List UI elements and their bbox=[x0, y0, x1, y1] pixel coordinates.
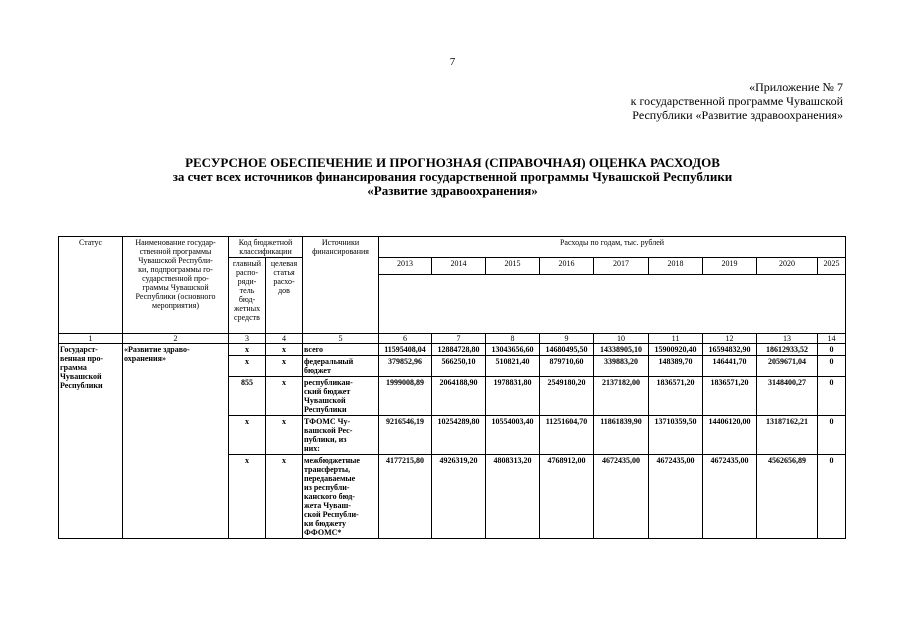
value-cell: 11861839,90 bbox=[594, 416, 649, 455]
program-name-cell: «Развитие здраво- охранения» bbox=[123, 344, 229, 539]
column-number: 7 bbox=[432, 334, 486, 344]
document-title bbox=[0, 156, 905, 198]
page-number: 7 bbox=[449, 56, 456, 68]
column-numbers-row bbox=[59, 334, 846, 344]
value-cell: 0 bbox=[818, 356, 846, 377]
column-number: 3 bbox=[229, 334, 266, 344]
title-line-3: «Развитие здравоохранения» bbox=[367, 183, 538, 198]
source-cell: федеральный бюджет bbox=[303, 356, 379, 377]
value-cell: 11251604,70 bbox=[540, 416, 594, 455]
value-cell: 0 bbox=[818, 416, 846, 455]
header-main-manager: главный распо- ряди- тель бюд- жетных средств bbox=[229, 258, 266, 334]
target-item-cell: х bbox=[266, 377, 303, 416]
value-cell: 15900920,40 bbox=[649, 344, 703, 356]
title-line-1: РЕСУРСНОЕ ОБЕСПЕЧЕНИЕ И ПРОГНОЗНАЯ (СПРАВОЧНАЯ) ОЦЕНКА РАСХОДОВ bbox=[185, 155, 720, 170]
source-cell: всего bbox=[303, 344, 379, 356]
value-cell: 510821,40 bbox=[486, 356, 540, 377]
value-cell: 11595408,04 bbox=[379, 344, 432, 356]
header-status: Статус bbox=[59, 237, 123, 334]
value-cell: 10554003,40 bbox=[486, 416, 540, 455]
source-cell: межбюджетные трансферты, передаваемые из республи- канского бюд- жета Чуваш- ской Республи- ки бюджету ФФОМС* bbox=[303, 455, 379, 539]
value-cell: 4672435,00 bbox=[649, 455, 703, 539]
header-row-1 bbox=[59, 237, 846, 258]
value-cell: 12884728,80 bbox=[432, 344, 486, 356]
header-target-item: целевая статья расхо- дов bbox=[266, 258, 303, 334]
value-cell: 14338905,10 bbox=[594, 344, 649, 356]
value-cell: 4177215,80 bbox=[379, 455, 432, 539]
appendix-line-2: к государственной программе Чувашской bbox=[630, 94, 843, 108]
main-manager-cell: 855 bbox=[229, 377, 266, 416]
header-budget-code: Код бюджетной классификации bbox=[229, 237, 303, 258]
main-manager-cell: х bbox=[229, 416, 266, 455]
value-cell: 14680495,50 bbox=[540, 344, 594, 356]
value-cell: 1978831,80 bbox=[486, 377, 540, 416]
target-item-cell: х bbox=[266, 416, 303, 455]
target-item-cell: х bbox=[266, 455, 303, 539]
value-cell: 379852,96 bbox=[379, 356, 432, 377]
value-cell: 339883,20 bbox=[594, 356, 649, 377]
value-cell: 146441,70 bbox=[703, 356, 757, 377]
title-line-2: за счет всех источников финансирования государственной программы Чувашской Республики bbox=[172, 169, 733, 184]
header-name: Наименование государ- ственной программы Чувашской Республи- ки, подпрограммы го- сударственной про- граммы Чувашской Республики (основного мероприятия) bbox=[123, 237, 229, 334]
column-number: 12 bbox=[703, 334, 757, 344]
value-cell: 4768912,00 bbox=[540, 455, 594, 539]
appendix-line-3: Республики «Развитие здравоохранения» bbox=[632, 108, 843, 122]
main-manager-cell: х bbox=[229, 455, 266, 539]
value-cell: 2549180,20 bbox=[540, 377, 594, 416]
column-number: 10 bbox=[594, 334, 649, 344]
column-number: 2 bbox=[123, 334, 229, 344]
value-cell: 13187162,21 bbox=[757, 416, 818, 455]
appendix-line-1: «Приложение № 7 bbox=[749, 80, 843, 94]
value-cell: 2059671,04 bbox=[757, 356, 818, 377]
main-manager-cell: х bbox=[229, 344, 266, 356]
header-sources: Источники финансирования bbox=[303, 237, 379, 334]
value-cell: 13710359,50 bbox=[649, 416, 703, 455]
column-number: 14 bbox=[818, 334, 846, 344]
value-cell: 0 bbox=[818, 377, 846, 416]
value-cell: 879710,60 bbox=[540, 356, 594, 377]
value-cell: 3148400,27 bbox=[757, 377, 818, 416]
value-cell: 4562656,89 bbox=[757, 455, 818, 539]
value-cell: 13043656,60 bbox=[486, 344, 540, 356]
value-cell: 4808313,20 bbox=[486, 455, 540, 539]
value-cell: 1999008,89 bbox=[379, 377, 432, 416]
header-year: 2025 bbox=[818, 258, 846, 275]
header-year: 2017 bbox=[594, 258, 649, 275]
header-year: 2016 bbox=[540, 258, 594, 275]
status-cell: Государст- венная про- грамма Чувашской Республики bbox=[59, 344, 123, 539]
value-cell: 1836571,20 bbox=[649, 377, 703, 416]
target-item-cell: х bbox=[266, 344, 303, 356]
value-cell: 148389,70 bbox=[649, 356, 703, 377]
value-cell: 2064188,90 bbox=[432, 377, 486, 416]
value-cell: 2137182,00 bbox=[594, 377, 649, 416]
header-expenses: Расходы по годам, тыс. рублей bbox=[379, 237, 846, 258]
value-cell: 4672435,00 bbox=[703, 455, 757, 539]
header-year: 2015 bbox=[486, 258, 540, 275]
column-number: 6 bbox=[379, 334, 432, 344]
header-years-spacer bbox=[379, 275, 846, 334]
header-year: 2014 bbox=[432, 258, 486, 275]
header-year: 2013 bbox=[379, 258, 432, 275]
value-cell: 16594832,90 bbox=[703, 344, 757, 356]
header-year: 2020 bbox=[757, 258, 818, 275]
value-cell: 9216546,19 bbox=[379, 416, 432, 455]
appendix-header bbox=[631, 80, 843, 122]
value-cell: 4672435,00 bbox=[594, 455, 649, 539]
column-number: 5 bbox=[303, 334, 379, 344]
value-cell: 0 bbox=[818, 344, 846, 356]
value-cell: 18612933,52 bbox=[757, 344, 818, 356]
column-number: 8 bbox=[486, 334, 540, 344]
resource-table bbox=[58, 236, 846, 539]
column-number: 9 bbox=[540, 334, 594, 344]
value-cell: 14406120,00 bbox=[703, 416, 757, 455]
target-item-cell: х bbox=[266, 356, 303, 377]
source-cell: ТФОМС Чу- вашской Рес- публики, из них: bbox=[303, 416, 379, 455]
value-cell: 10254289,80 bbox=[432, 416, 486, 455]
column-number: 11 bbox=[649, 334, 703, 344]
value-cell: 0 bbox=[818, 455, 846, 539]
source-cell: республикан- ский бюджет Чувашской Республики bbox=[303, 377, 379, 416]
value-cell: 566250,10 bbox=[432, 356, 486, 377]
header-year: 2019 bbox=[703, 258, 757, 275]
column-number: 4 bbox=[266, 334, 303, 344]
value-cell: 4926319,20 bbox=[432, 455, 486, 539]
column-number: 1 bbox=[59, 334, 123, 344]
value-cell: 1836571,20 bbox=[703, 377, 757, 416]
column-number: 13 bbox=[757, 334, 818, 344]
main-manager-cell: х bbox=[229, 356, 266, 377]
header-year: 2018 bbox=[649, 258, 703, 275]
table-row bbox=[59, 344, 846, 356]
